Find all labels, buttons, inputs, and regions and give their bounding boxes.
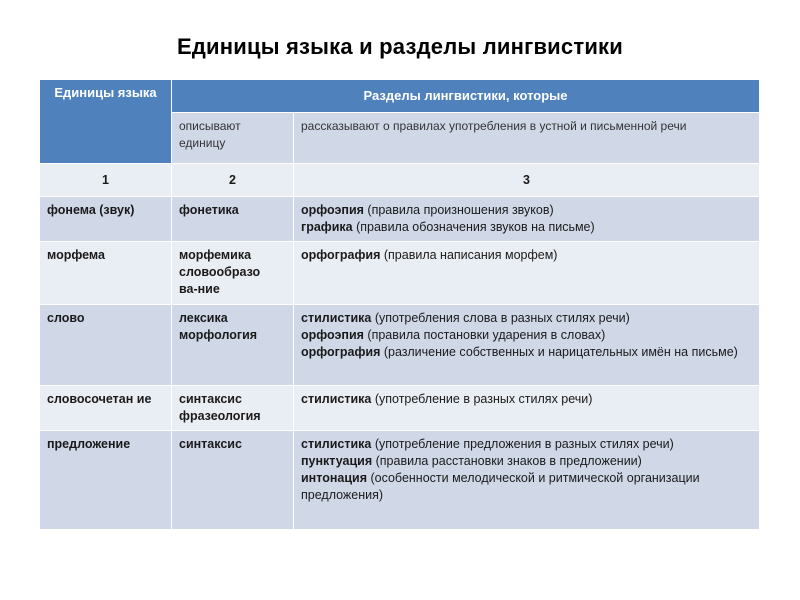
- rule-term: орфография: [301, 248, 381, 262]
- rule-line: [301, 247, 752, 264]
- rule-line: [301, 327, 752, 344]
- rule-desc: (употребление в разных стилях речи): [371, 392, 593, 406]
- number-row: [40, 164, 760, 197]
- slide-title: Единицы языка и разделы лингвистики: [177, 34, 623, 59]
- rules-cell: [294, 431, 760, 530]
- rule-term: стилистика: [301, 392, 372, 406]
- rules-cell: [294, 242, 760, 305]
- rule-line: [301, 470, 752, 504]
- section-name: фразеология: [179, 409, 261, 423]
- subheader-describe: описывают единицу: [172, 113, 294, 164]
- rule-desc: (различение собственных и нарицательных имён на письме): [380, 345, 738, 359]
- rule-desc: (правила произношения звуков): [363, 203, 554, 217]
- rule-term: стилистика: [301, 437, 372, 451]
- rule-desc: (правила постановки ударения в словах): [363, 328, 606, 342]
- column-number: 1: [40, 164, 172, 197]
- rule-desc: (правила написания морфем): [380, 248, 558, 262]
- header-sections: Разделы лингвистики, которые: [172, 80, 760, 113]
- unit-cell: предложение: [40, 431, 172, 530]
- table-row: [40, 305, 760, 386]
- section-name: ва-ние: [179, 282, 220, 296]
- rules-cell: [294, 386, 760, 431]
- rule-line: [301, 219, 752, 236]
- subheader-tell: рассказывают о правилах употребления в устной и письменной речи: [294, 113, 760, 164]
- sections-cell: [172, 305, 294, 386]
- rule-line: [301, 344, 752, 361]
- rules-cell: [294, 305, 760, 386]
- rule-line: [301, 391, 752, 408]
- rule-term: пунктуация: [301, 454, 373, 468]
- section-name: синтаксис: [179, 392, 242, 406]
- rule-line: [301, 436, 752, 453]
- table-row: [40, 242, 760, 305]
- section-name: морфология: [179, 328, 258, 342]
- unit-cell: слово: [40, 305, 172, 386]
- column-number: 2: [172, 164, 294, 197]
- rule-line: [301, 453, 752, 470]
- linguistics-table: [39, 79, 760, 530]
- column-number: 3: [294, 164, 760, 197]
- rule-desc: (употребление предложения в разных стилях речи): [371, 437, 674, 451]
- rules-cell: [294, 197, 760, 242]
- header-row: [40, 80, 760, 113]
- unit-cell: морфема: [40, 242, 172, 305]
- rule-desc: (особенности мелодической и ритмической организации предложения): [301, 471, 700, 502]
- section-name: словообразо: [179, 265, 261, 279]
- sections-cell: [172, 242, 294, 305]
- rule-desc: (правила обозначения звуков на письме): [352, 220, 595, 234]
- rule-term: орфоэпия: [301, 328, 364, 342]
- rule-term: графика: [301, 220, 353, 234]
- section-name: морфемика: [179, 248, 252, 262]
- unit-cell: словосочетан ие: [40, 386, 172, 431]
- section-name: синтаксис: [179, 437, 242, 451]
- rule-term: орфоэпия: [301, 203, 364, 217]
- rule-desc: (употребления слова в разных стилях речи): [371, 311, 630, 325]
- unit-cell: фонема (звук): [40, 197, 172, 242]
- rule-term: интонация: [301, 471, 367, 485]
- table-row: [40, 431, 760, 530]
- sections-cell: [172, 197, 294, 242]
- section-name: фонетика: [179, 203, 239, 217]
- rule-desc: (правила расстановки знаков в предложении): [372, 454, 642, 468]
- sections-cell: [172, 431, 294, 530]
- rule-term: стилистика: [301, 311, 372, 325]
- header-units: Единицы языка: [40, 80, 172, 164]
- sections-cell: [172, 386, 294, 431]
- table-row: [40, 197, 760, 242]
- table-row: [40, 386, 760, 431]
- rule-term: орфография: [301, 345, 381, 359]
- section-name: лексика: [179, 311, 228, 325]
- rule-line: [301, 202, 752, 219]
- rule-line: [301, 310, 752, 327]
